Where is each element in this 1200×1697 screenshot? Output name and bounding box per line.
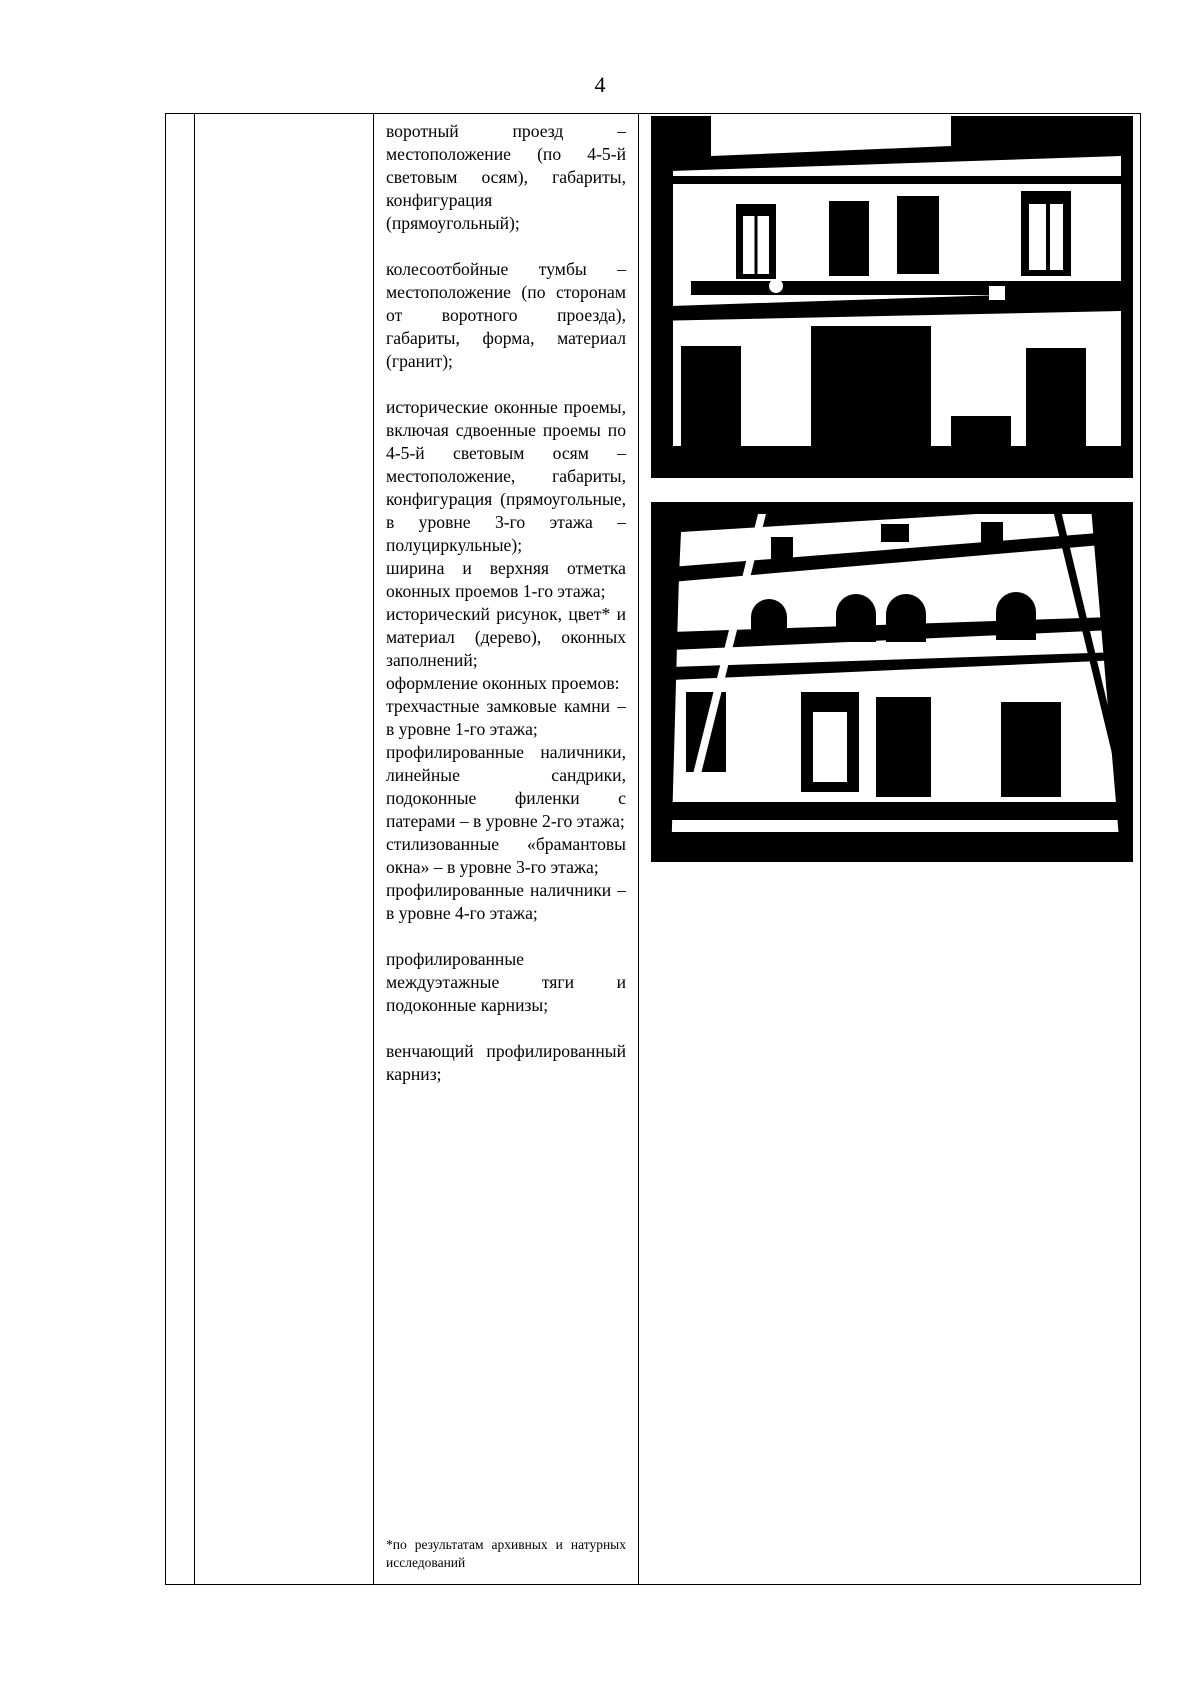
spacer [386,235,626,258]
page-number: 4 [594,72,606,97]
spacer [386,925,626,948]
column-divider [373,114,374,1584]
item-crowning-cornice: венчающий профилированный карниз; [386,1041,626,1084]
item-bramante-windows: стилизованные «брамантовы окна» – в уровне 3-го этажа; [386,834,626,877]
facade-image [651,116,1133,478]
protected-elements-column [386,120,626,1086]
item-gate-passage: воротный проезд – местоположение (по 4-5-й световым осям), габариты, конфигурация (прямоугольный); [386,121,626,233]
footnote: *по результатам архивных и натурных исследований [386,1537,626,1570]
spacer [386,373,626,396]
item-wheel-guard-posts: колесоотбойные тумбы – местоположение (по сторонам от воротного проезда), габариты, форма, материал (гранит); [386,259,626,371]
item-window-openings: исторические оконные проемы, включая сдвоенные проемы по 4-5-й световым осям – местоположение, габариты, конфигурация (прямоугольные, в уровне 3-го этажа – полуциркульные); [386,397,626,555]
facade-photo-ground-floor [651,116,1133,478]
item-window-decoration: оформление оконных проемов: [386,673,620,693]
document-table [165,113,1141,1585]
column-divider [638,114,639,1584]
item-architraves-2nd-floor: профилированные наличники, линейные сандрики, подоконные филенки с патерами – в уровне 2-го этажа; [386,742,626,831]
item-belt-courses: профилированные междуэтажные тяги и подоконные карнизы; [386,949,626,1015]
item-architraves-4th-floor: профилированные наличники – в уровне 4-го этажа; [386,880,626,923]
spacer [386,1017,626,1040]
item-window-frames: исторический рисунок, цвет* и материал (дерево), оконных заполнений; [386,604,626,670]
facade-image [651,502,1133,862]
facade-photo-upper-floors [651,502,1133,862]
item-keystones: трехчастные замковые камни – в уровне 1-го этажа; [386,696,626,739]
item-window-width: ширина и верхняя отметка оконных проемов 1-го этажа; [386,558,626,601]
column-divider [194,114,195,1584]
